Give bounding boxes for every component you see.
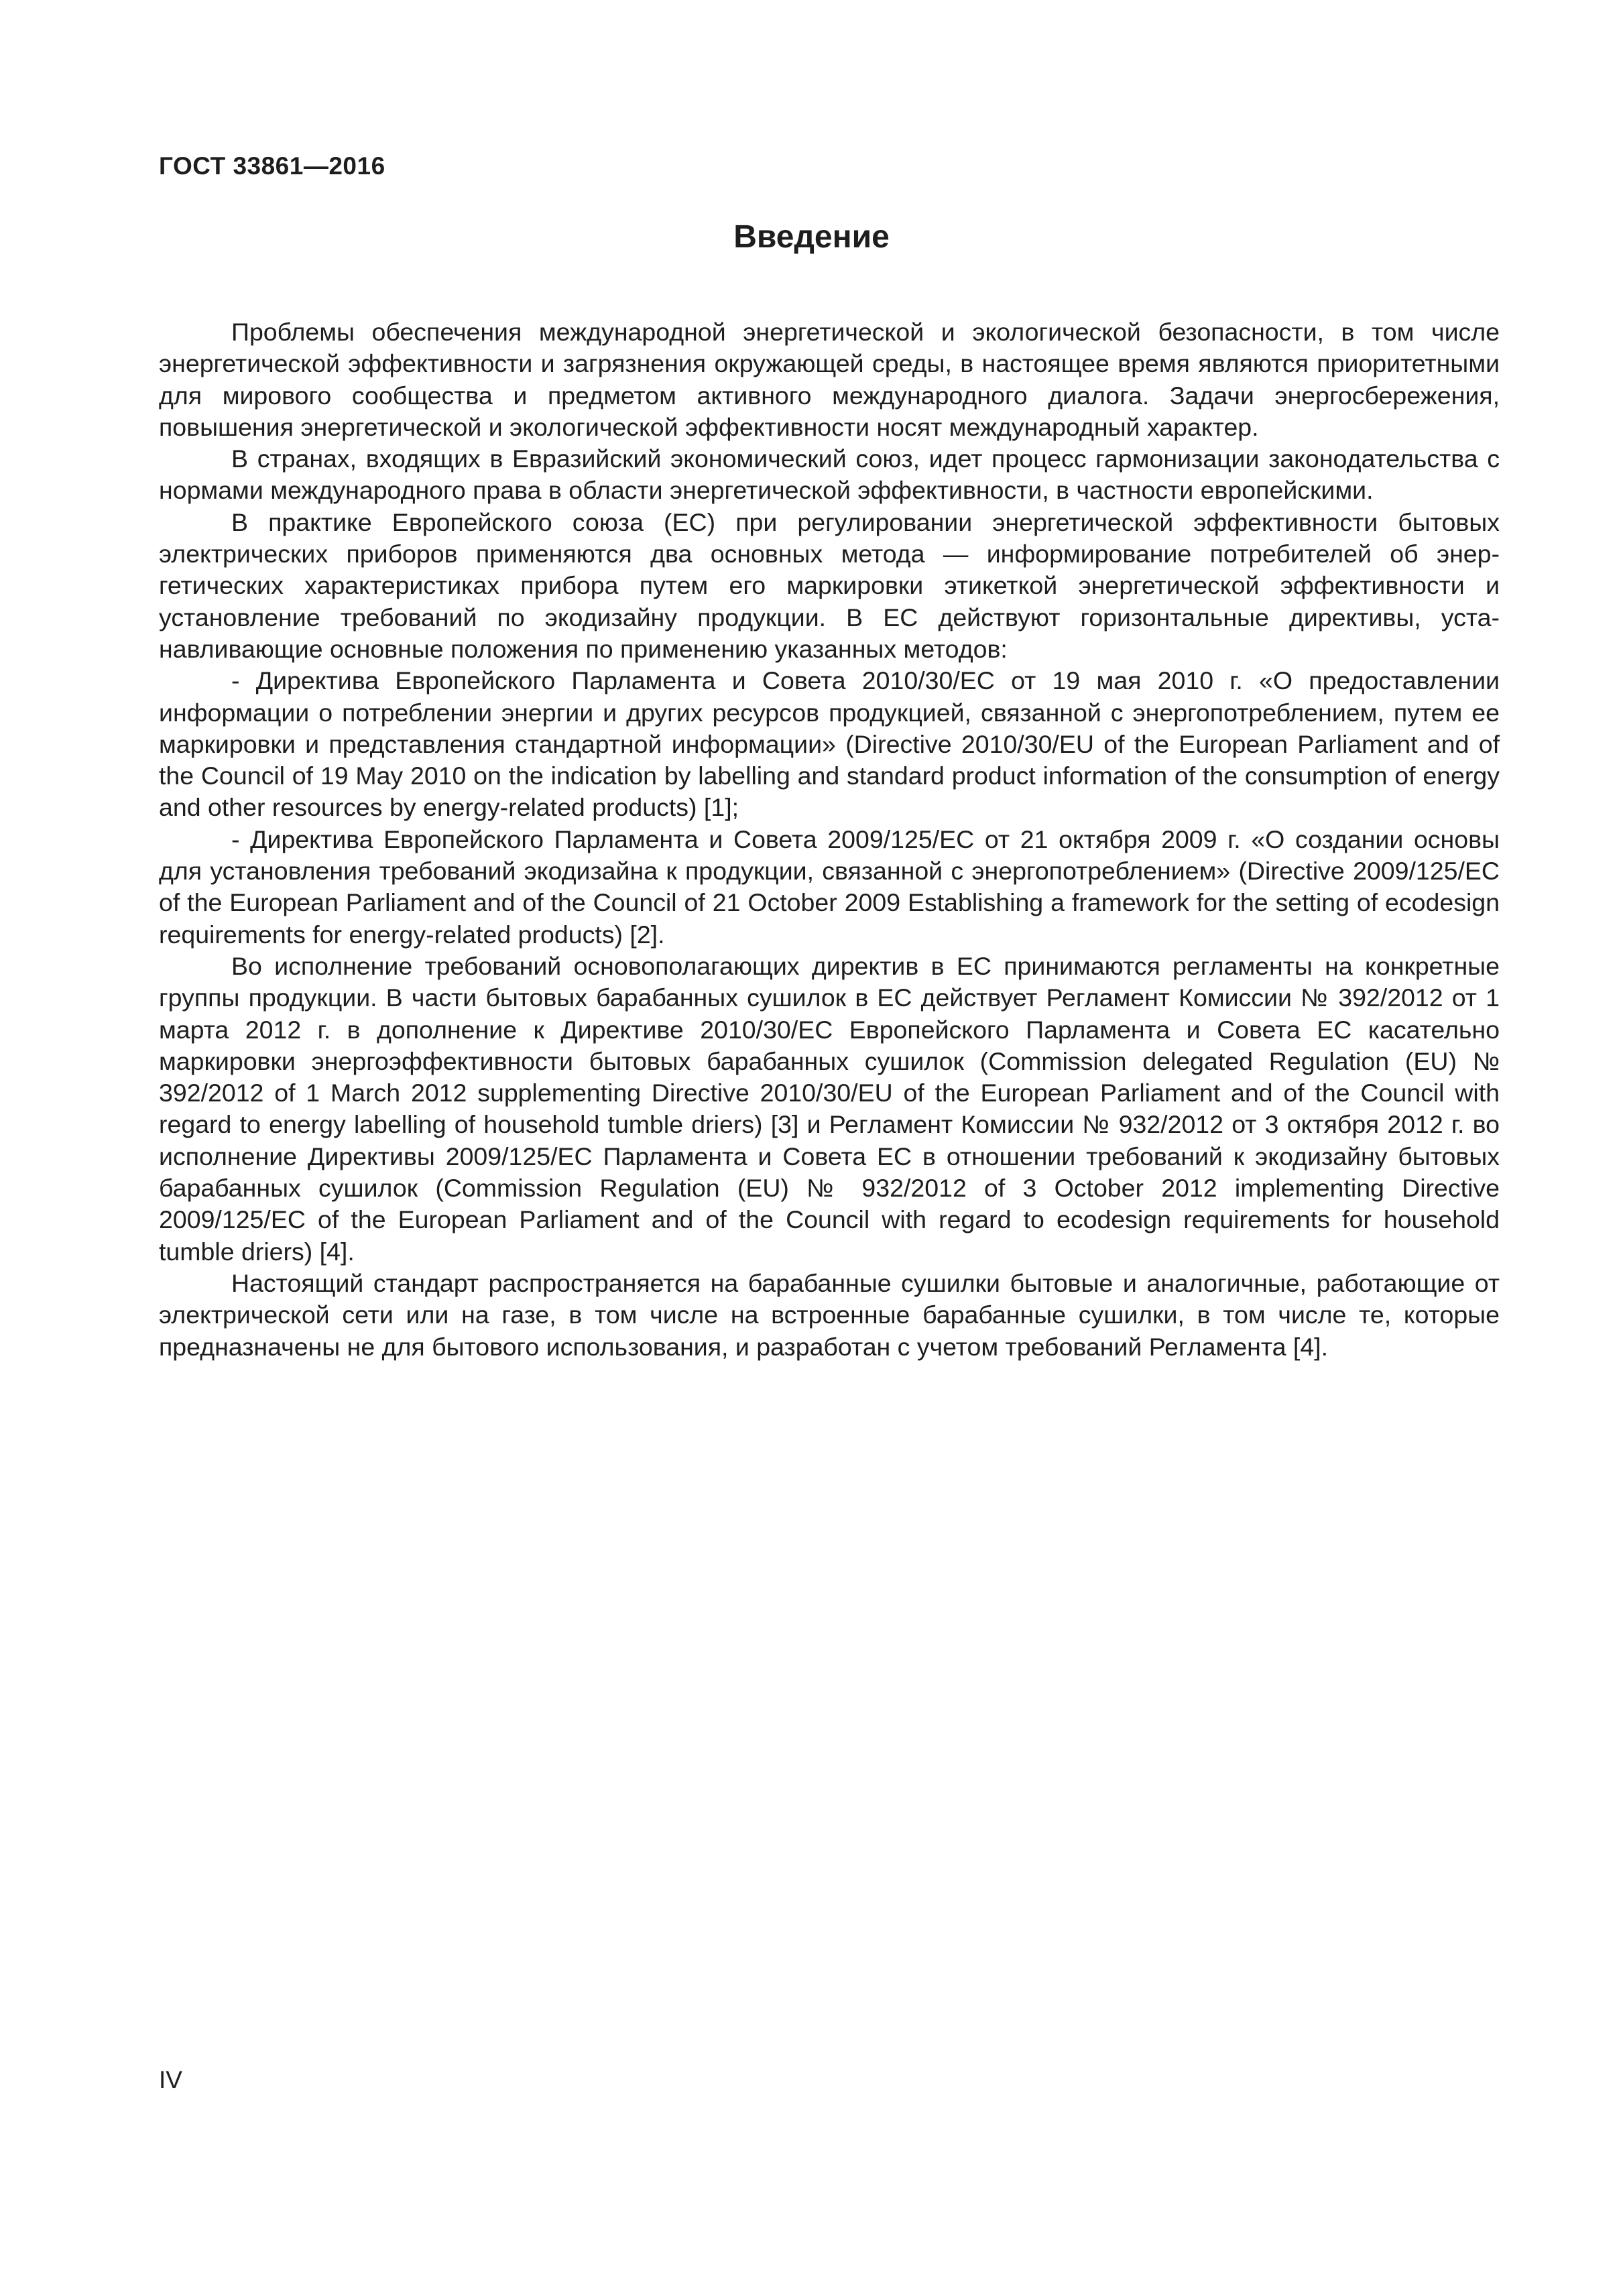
- page-number: IV: [159, 2066, 182, 2094]
- body-text: [159, 316, 1500, 1363]
- paragraph: Проблемы обеспечения международной энергетической и экологической безопасности, в том числе энергетической эффективности и загрязнения окружающей среды, в настоящее время являются приоритетными для мирового сообщества и предметом активного международного диалога. Задачи энергосбережения, повышения энергетической и экологической эффективности носят международный характер.: [159, 318, 1500, 441]
- section-title: Введение: [733, 219, 890, 255]
- list-item: - Директива Европейского Парламента и Совета 2010/30/ЕС от 19 мая 2010 г. «О предоставлении информации о потреблении энергии и других ресурсов продукцией, связанной с энергопотреблением, путем ее маркировки и представления стандартной информации» (Directive 2010/30/EU of the European Parliament and of the Council of 19 May 2010 on the indication by labelling and standard product information of the consumption of energy and other resources by energy-related products) [1];: [159, 666, 1500, 822]
- paragraph: В практике Европейского союза (ЕС) при регулировании энергетической эффективности бытовых электрических приборов применяются два основных метода — информирование потребителей об энергетических характеристиках прибора путем его маркировки этикеткой энергетической эффективности и установление требований по экодизайну продукции. В ЕС действуют горизонтальные директивы, устанавливающие основные положения по применению указанных методов:: [159, 507, 1500, 663]
- paragraph: Во исполнение требований основополагающих директив в ЕС принимаются регламенты на конкретные группы продукции. В части бытовых барабанных сушилок в ЕС действует Регламент Комиссии № 392/2012 от 1 марта 2012 г. в дополнение к Директиве 2010/30/ЕС Европейского Парламента и Совета ЕС касательно маркировки энергоэффективности бытовых барабанных сушилок (Commission delegated Regulation (EU) № 392/2012 of 1 March 2012 supplementing Directive 2010/30/EU of the European Parliament and of the Council with regard to energy labelling of household tumble driers) [3] и Регламент Комиссии № 932/2012 от 3 октября 2012 г. во исполнение Директивы 2009/125/ЕС Парламента и Совета ЕС в отношении требований к экодизайну бытовых барабанных сушилок (Commission Regulation (EU) № 932/2012 of 3 October 2012 implementing Directive 2009/125/EC of the European Parliament and of the Council with regard to ecodesign requirements for household tumble driers) [4].: [159, 951, 1500, 1266]
- list-item: - Директива Европейского Парламента и Совета 2009/125/ЕС от 21 октября 2009 г. «О создании основы для установления требований экодизайна к продукции, связанной с энергопотреблением» (Directive 2009/125/EC of the European Parliament and of the Council of 21 October 2009 Establishing a framework for the setting of ecodesign requirements for energy-related products) [2].: [159, 825, 1500, 949]
- paragraph: Настоящий стандарт распространяется на барабанные сушилки бытовые и аналогичные, работающие от электрической сети или на газе, в том числе на встроенные барабанные сушилки, в том числе те, которые предназначены не для бытового использования, и разработан с учетом требований Регламента [4].: [159, 1268, 1500, 1361]
- paragraph: В странах, входящих в Евразийский экономический союз, идет процесс гармонизации законодательства с нормами международного права в области энергетической эффективности, в частности европейскими.: [159, 444, 1500, 505]
- document-header: ГОСТ 33861—2016: [159, 152, 385, 180]
